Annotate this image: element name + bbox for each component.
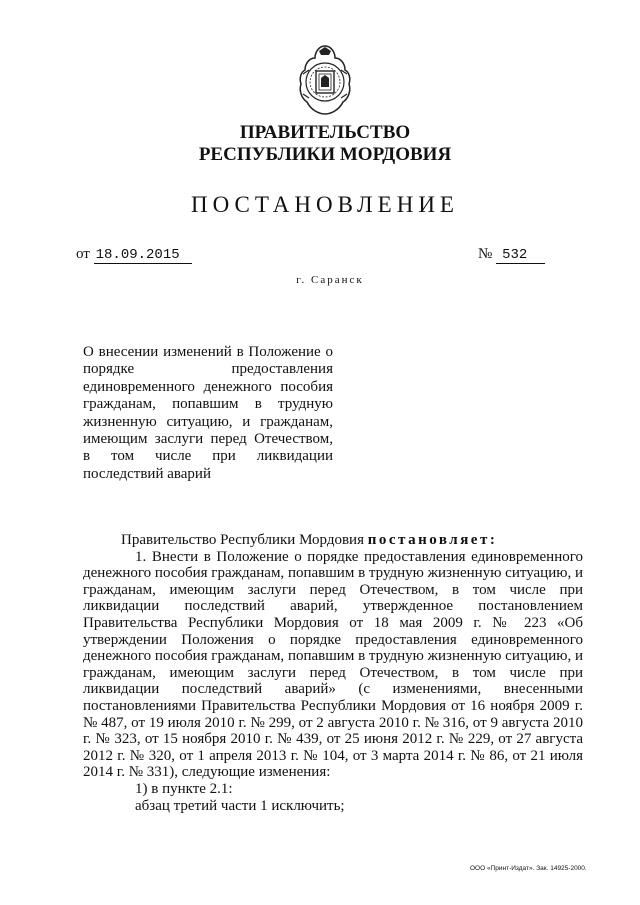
document-body (83, 532, 583, 814)
document-date (76, 246, 192, 263)
date-value: 18.09.2015 (94, 247, 192, 264)
organization-line-2: РЕСПУБЛИКИ МОРДОВИЯ (198, 144, 452, 165)
item-1-paragraph: 1. Внести в Положение о порядке предоставления единовременного денежного пособия гражданам, попавшим в трудную жизненную ситуацию, и гражданам, имеющим заслуги перед Отечеством, в том числе при ликвидации последствий аварий, утвержденное постановлением Правительства Республики Мордовия от 18 мая 2009 г. № 223 «Об утверждении Положения о порядке предоставления единовременного денежного пособия гражданам, попавшим в трудную жизненную ситуацию, и гражданам, имеющим заслуги перед Отечеством, в том числе при ликвидации последствий аварий» (с изменениями, внесенными постановлениями Правительства Республики Мордовия от 16 ноября 2009 г. № 487, от 19 июля 2010 г. № 299, от 2 августа 2010 г. № 316, от 9 августа 2010 г. № 323, от 15 ноября 2010 г. № 439, от 25 июня 2012 г. № 229, от 27 августа 2012 г. № 320, от 1 апреля 2013 г. № 104, от 3 марта 2014 г. № 86, от 21 июля 2014 г. № 331), следующие изменения: (83, 548, 583, 781)
document-subject: О внесении изменений в Положение о порядке предоставления единовременного денежного пособия гражданам, попавшим в трудную жизненную ситуацию, и гражданам, имеющим заслуги перед Отечеством, в том числе при ликвидации последствий аварий (83, 344, 333, 482)
subitem-1-paragraph: 1) в пункте 2.1: (135, 780, 233, 797)
intro-text: Правительство Республики Мордовия (121, 532, 364, 548)
intro-paragraph (83, 532, 583, 549)
document-number (478, 246, 545, 263)
organization-line-1: ПРАВИТЕЛЬСТВО (239, 122, 411, 143)
number-prefix: № (478, 246, 493, 262)
organization-name (150, 122, 500, 166)
document-type-title: ПОСТАНОВЛЕНИЕ (191, 192, 459, 217)
subitem-1-text-paragraph: абзац третий части 1 исключить; (135, 797, 345, 814)
intro-action: постановляет: (367, 532, 498, 548)
number-value: 532 (496, 247, 545, 264)
print-footer: ООО «Принт-Издат». Зак. 14925-2000. (470, 865, 587, 872)
coat-of-arms-emblem (295, 44, 355, 116)
city-name: г. Саранск (296, 274, 364, 286)
date-prefix: от (76, 246, 90, 262)
